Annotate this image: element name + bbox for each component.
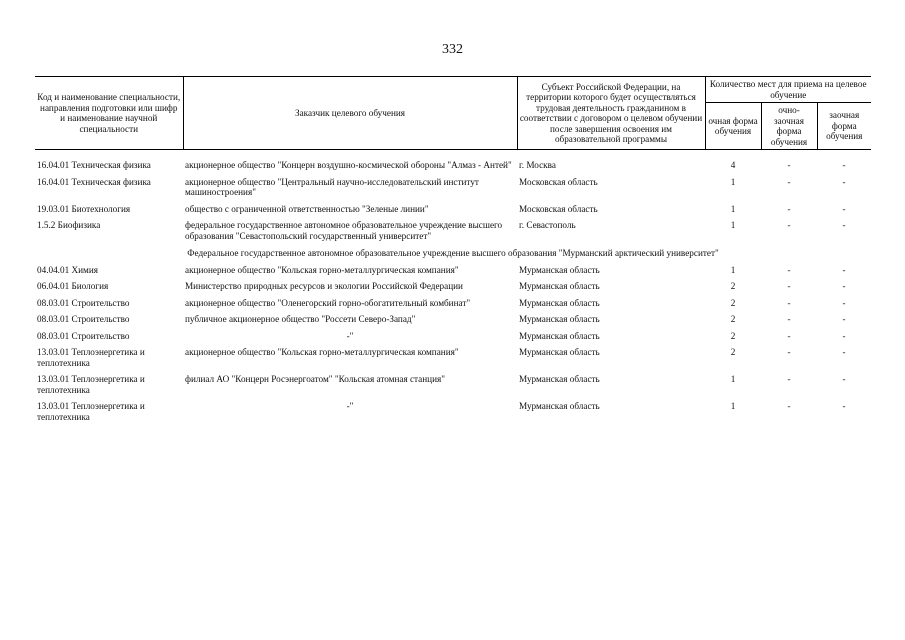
table-row: 13.03.01 Теплоэнергетика и теплотехника акционерное общество "Кольская горно-металлургическая компания" Мурманская область 2 - -	[37, 347, 846, 368]
table-row: 08.03.01 Строительство публичное акционерное общество "Россети Северо-Запад" Мурманская область 2 - -	[37, 314, 846, 324]
header-code: Код и наименование специальности, направления подготовки или шифр и наименование научной специальности	[35, 77, 183, 150]
table-row: 13.03.01 Теплоэнергетика и теплотехника филиал АО "Концерн Росэнергоатом" "Кольская атомная станция" Мурманская область 1 - -	[37, 374, 846, 395]
table-row: 08.03.01 Строительство акционерное общество "Оленегорский горно-обогатительный комбинат" Мурманская область 2 - -	[37, 297, 846, 308]
table-row: 1.5.2 Биофизика федеральное государственное автономное образовательное учреждение высшего образования "Севастопольский государственный университет" г. Севастополь 1 - -	[37, 220, 846, 241]
header-places: Количество мест для приема на целевое обучение	[705, 77, 871, 103]
table-row: 13.03.01 Теплоэнергетика и теплотехника -" Мурманская область 1 - -	[37, 401, 846, 422]
target-training-table	[35, 76, 871, 426]
table-row: 08.03.01 Строительство -" Мурманская область 2 - -	[37, 330, 846, 341]
section-title: Федеральное государственное автономное образовательное учреждение высшего образования "Мурманский арктический университет"	[187, 248, 719, 258]
header-full-time: очная форма обучения	[705, 103, 761, 150]
header-subject: Субъект Российской Федерации, на территории которого будет осуществляться трудовая деятельность гражданином в соответствии с договором о целевом обучении после завершения освоения им образовательной программы	[517, 77, 705, 150]
header-customer: Заказчик целевого обучения	[183, 77, 517, 150]
table-row: 04.04.01 Химия акционерное общество "Кольская горно-металлургическая компания" Мурманская область 1 - -	[37, 264, 846, 275]
page-number: 332	[442, 42, 463, 57]
table-row: 06.04.01 Биология Министерство природных ресурсов и экологии Российской Федерации Мурманская область 2 - -	[37, 281, 846, 291]
table-row: 19.03.01 Биотехнология общество с ограниченной ответственностью "Зеленые линии" Московская область 1 - -	[37, 203, 846, 214]
header-part-time: очно-заочная форма обучения	[761, 103, 817, 150]
table-row: 16.04.01 Техническая физика акционерное общество "Концерн воздушно-космической обороны "Алмаз - Антей" г. Москва 4 - -	[37, 160, 846, 170]
table-row: 16.04.01 Техническая физика акционерное общество "Центральный научно-исследовательский институт машиностроения" Московская область 1 - -	[37, 176, 846, 197]
header-extramural: заочная форма обучения	[817, 103, 871, 150]
section-row	[35, 245, 871, 263]
